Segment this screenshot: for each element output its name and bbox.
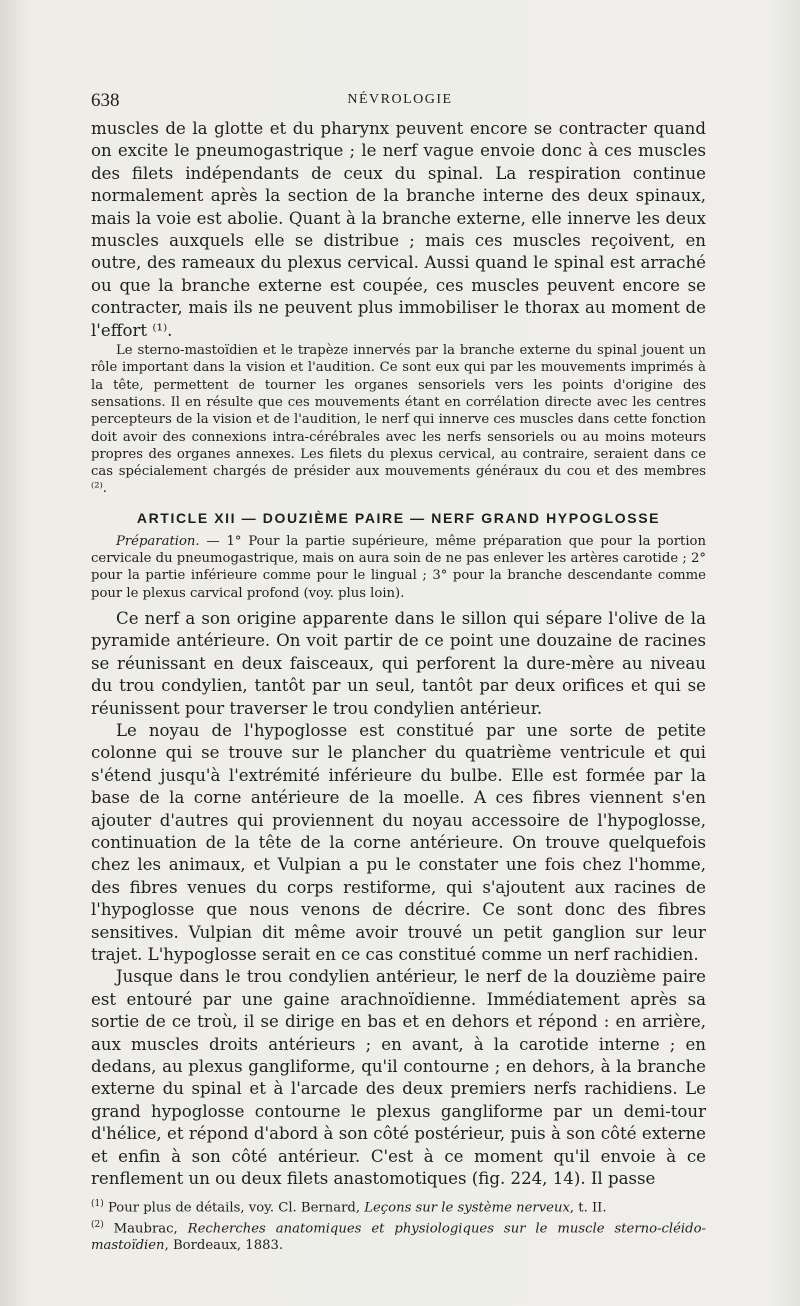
paragraph-glotte: muscles de la glotte et du pharynx peuvent encore se contracter quand on excite le pneumogastrique ; le nerf vague envoie donc à ces muscles des filets indépendants de ceux du spinal. La respiration continue normalement après la section de la branche interne des deux spinaux, mais la voie est abolie. Quant à la branche externe, elle innerve les deux muscles auxquels elle se distribue ; mais ces muscles reçoivent, en outre, des rameaux du plexus cervical. Aussi quand le spinal est arraché ou que la branche externe est coupée, ces muscles peuvent encore se contracter, mais ils ne peuvent plus immobiliser le thorax au moment de l'effort ⁽¹⁾. [91,119,706,340]
footnote-1-title: Leçons sur le système nerveux [364,1200,570,1216]
footnote-1-text: Pour plus de détails, voy. Cl. Bernard, [103,1200,365,1216]
footnote-1-mark: (1) [91,1199,104,1210]
footnote-2-text: Maubrac, [103,1221,188,1237]
footnote-2 [91,1217,706,1254]
paragraph-trajet: Jusque dans le trou condylien antérieur, le nerf de la douzième paire est entouré par une gaine arachnoïdienne. Immédiatement après sa sortie de ce troù, il se dirige en bas et en dehors et répond : en arrière, aux muscles droits antérieurs ; en avant, à la carotide interne ; en dedans, au plexus gangliforme, qu'il contourne ; en dehors, à la branche externe du spinal et à l'arcade des deux premiers nerfs rachidiens. Le grand hypoglosse contourne le plexus gangliforme par un demi-tour d'hélice, et répond d'abord à son côté postérieur, puis à son côté externe et enfin à son côté antérieur. C'est à ce moment qu'il envoie à ce renflement un ou deux filets anastomotiques (fig. 224, 14). Il passe [91,967,706,1189]
footnote-1 [91,1196,706,1216]
footnote-2-end: , Bordeaux, 1883. [164,1238,284,1254]
page-body [91,118,706,1254]
footnote-2-mark: (2) [91,1219,104,1230]
article-heading: ARTICLE XII — DOUZIÈME PAIRE — NERF GRAND HYPOGLOSSE [136,509,661,526]
preparation-text: — 1° Pour la partie supérieure, même préparation que pour la portion cervicale du pneumogastrique, mais on aura soin de ne pas enlever les artères carotide ; 2° pour la partie inférieure comme pour le lingual ; 3° pour la branche descendante comme pour le plexus carvical profond (voy. plus loin). [91,533,706,601]
preparation-label: Préparation. [116,533,200,549]
footnote-2-title: Recherches anatomiques et physiologiques sur le muscle sterno-cléido-mastoïdien [91,1221,706,1254]
paragraph-origine: Ce nerf a son origine apparente dans le sillon qui sépare l'olive de la pyramide antérieure. On voit partir de ce point une douzaine de racines se réunissant en deux faisceaux, qui perforent la dure-mère au niveau du trou condylien, tantôt par un seul, tantôt par deux orifices et qui se réunissent pour traverser le trou condylien antérieur. [91,608,706,718]
page-header [91,90,709,112]
footnote-1-end: , t. II. [569,1200,607,1216]
paragraph-sterno-mastoidien: Le sterno-mastoïdien et le trapèze innervés par la branche externe du spinal jouent un rôle important dans la vision et l'audition. Ce sont eux qui par les mouvements imprimés à la tête, permettent de tourner les organes sensoriels vers les points d'origine des sensations. Il en résulte que ces mouvements étant en corrélation directe avec les centres percepteurs de la vision et de l'audition, le nerf qui innerve ces muscles dans cette fonction doit avoir des connexions intra-cérébrales avec les nerfs sensoriels ou au moins moteurs propres des organes annexes. Les filets du plexus cervical, au contraire, seraient dans ce cas spécialement chargés de présider aux mouvements généraux du cou et des membres ⁽²⁾. [91,343,706,497]
preparation-paragraph [91,533,706,602]
page-number: 638 [91,90,120,111]
paragraph-noyau: Le noyau de l'hypoglosse est constitué par une sorte de petite colonne qui se trouve sur le plancher du quatrième ventricule et qui s'étend jusqu'à l'extrémité inférieure du bulbe. Elle est formée par la base de la corne antérieure de la moelle. A ces fibres viennent s'en ajouter d'autres qui proviennent du noyau accessoire de l'hypoglosse, continuation de la tête de la corne antérieure. On trouve quelquefois chez les animaux, et Vulpian a pu le constater une fois chez l'homme, des fibres venues du corps restiforme, qui s'ajoutent aux racines de l'hypoglosse que nous venons de décrire. Ce sont donc des fibres sensitives. Vulpian dit même avoir trouvé un petit ganglion sur leur trajet. L'hypoglosse serait en ce cas constitué comme un nerf rachidien. [91,720,706,965]
running-head: NÉVROLOGIE [347,92,453,107]
